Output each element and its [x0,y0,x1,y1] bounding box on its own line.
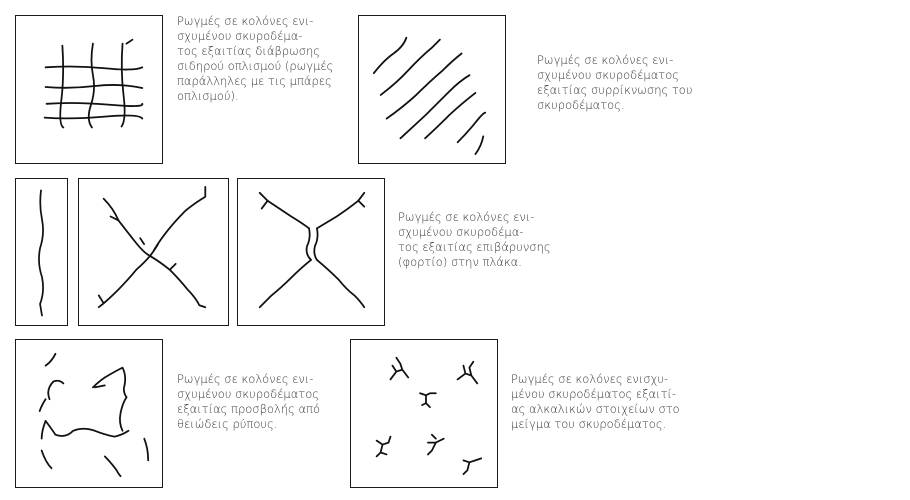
shrinkage-cracks [359,16,505,163]
caption-alkali: Ρωγμές σε κολόνες ενισχυ- μένου σκυροδέματος εξαιτί- ας αλκαλικών στοιχείων στο μείγμα του σκυροδέματος. [511,372,680,431]
vertical-crack [16,179,67,325]
overload-x-crack-a [79,179,228,325]
crack-diagram-shrinkage [358,15,506,164]
crack-diagram-overload-b [237,178,385,326]
crack-diagram-corrosion [15,15,163,164]
caption-shrinkage: Ρωγμές σε κολόνες ενι- σχυμένου σκυροδέματος εξαιτίας συρρίκνωσης του σκυροδέματος. [537,53,693,112]
crack-diagram-sulfur [15,339,163,488]
sulfur-cracks [16,340,162,487]
crack-diagram-alkali [350,339,498,488]
caption-sulfur: Ρωγμές σε κολόνες ενι- σχυμένου σκυροδέματος εξαιτίας προσβολής από θειώδεις ρύπους. [177,372,320,431]
corrosion-crack-grid [16,16,162,163]
caption-overload: Ρωγμές σε κολόνες ενι- σχυμένου σκυροδέμα- τος εξαιτίας επιβάρυνσης (φορτίο) στην πλάκα. [398,210,551,269]
caption-corrosion: Ρωγμές σε κολόνες ενι- σχυμένου σκυροδέμα- τος εξαιτίας διάβρωσης σιδηρού οπλισμού (ρωγμές παράλληλες με τις μπάρες οπλισμού). [177,14,334,103]
overload-x-crack-b [238,179,384,325]
alkali-star-cracks [351,340,497,487]
crack-diagram-overload-a [78,178,229,326]
crack-diagram-column-side [15,178,68,326]
